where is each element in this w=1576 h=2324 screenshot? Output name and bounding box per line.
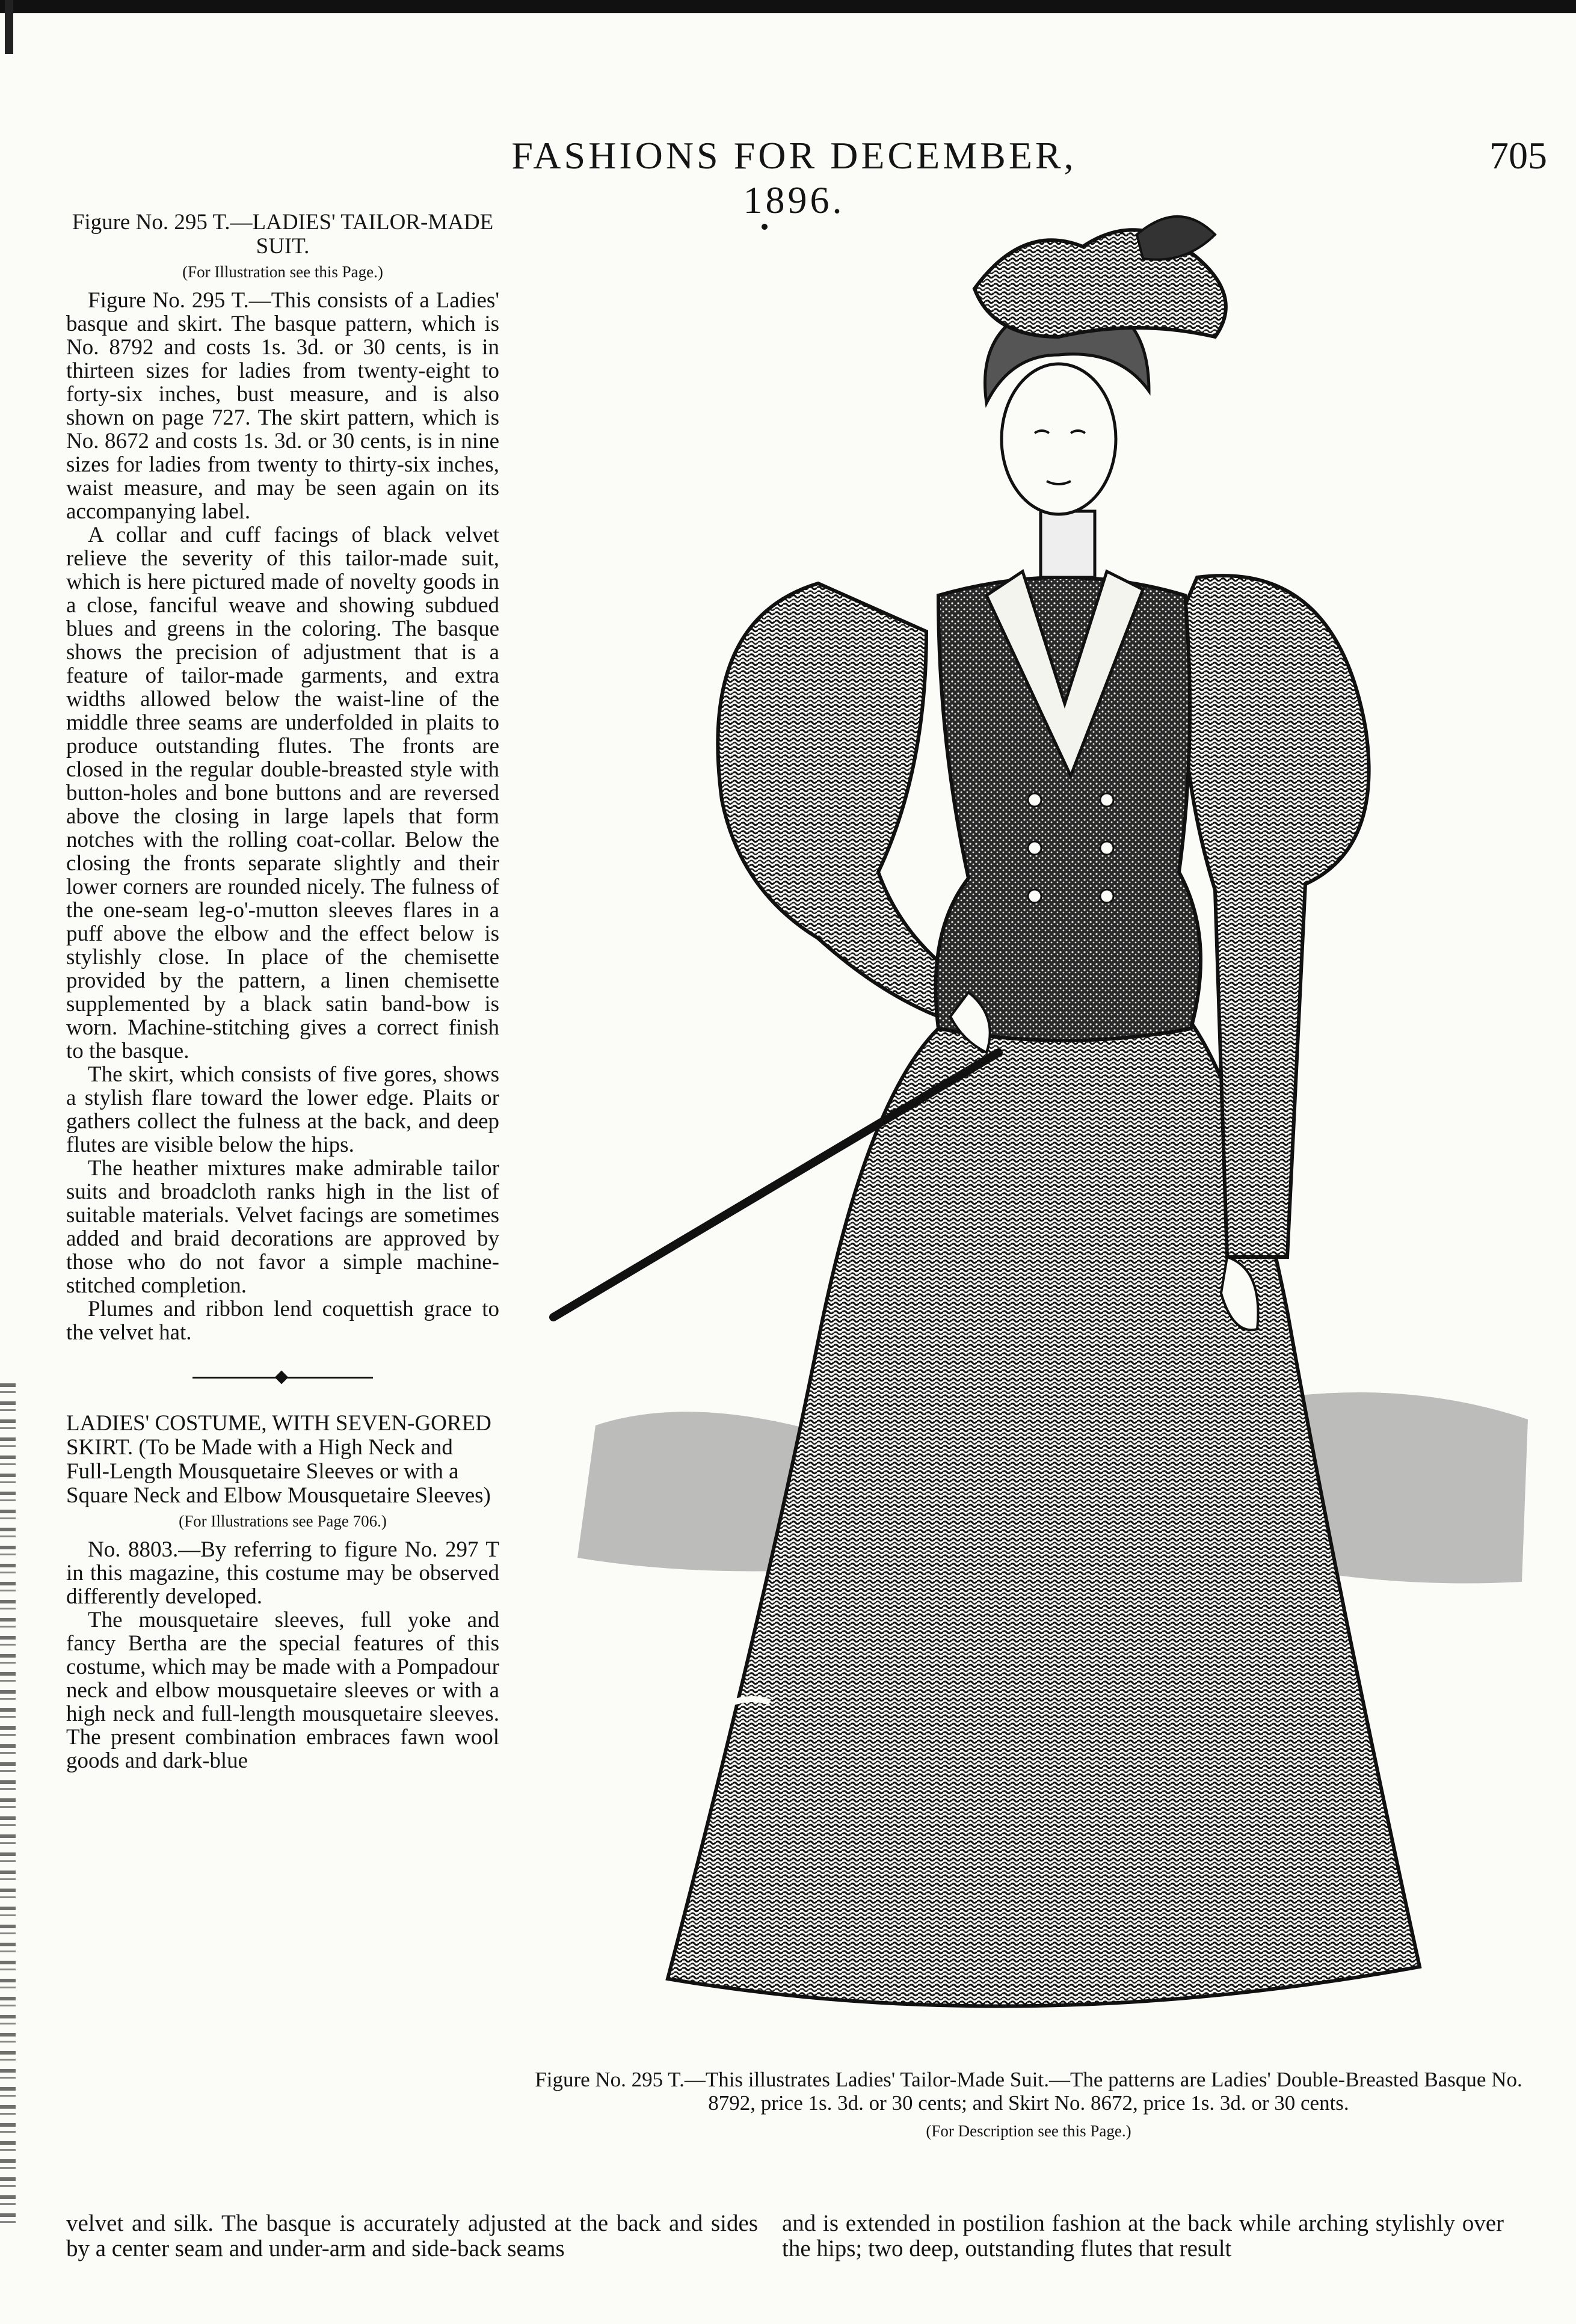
scan-edge (0, 1383, 16, 2225)
basque (936, 577, 1201, 1041)
paragraph: Figure No. 295 T.—This consists of a Ladies' basque and skirt. The basque pattern, which is No. 8792 and costs 1s. 3d. or 30 cents, is in thirteen sizes for ladies from twenty-eight to forty-six inches, bust measure, and is also shown on page 727. The skirt pattern, which is No. 8672 and costs 1s. 3d. or 30 cents, is in nine sizes for ladies from twenty to thirty-six inches, waist measure, and may be seen again on its accompanying label. (66, 288, 499, 524)
high-collar (1041, 511, 1095, 577)
paragraph: Plumes and ribbon lend coquettish grace to the velvet hat. (66, 1297, 499, 1345)
skirt (668, 1022, 1420, 2006)
paragraph: No. 8803.—By referring to figure No. 297 T in this magazine, this costume may be observed differently developed. (66, 1537, 499, 1609)
ribbon-bow (1137, 217, 1215, 260)
paragraph: The skirt, which consists of five gores, shows a stylish flare toward the lower edge. Plaits or gathers collect the fulness at the back, and deep flutes are visible below the hips. (66, 1062, 499, 1157)
costume-reference: (For Illustrations see Page 706.) (179, 1512, 387, 1530)
fashion-illustration (505, 198, 1552, 2075)
paragraph: The heather mixtures make admirable tailor suits and broadcloth ranks high in the list of suitable materials. Velvet facings are sometimes added and braid decorations are approved by those who do not favor a simple machine-stitched completion. (66, 1156, 499, 1298)
costume-heading: LADIES' COSTUME, WITH SEVEN-GORED SKIRT. (To be Made with a High Neck and Full-Length Mousquetaire Sleeves or with a Square Neck and Elbow Mousquetaire Sleeves) (66, 1411, 491, 1508)
figure-caption (529, 2068, 1528, 2143)
paragraph: The mousquetaire sleeves, full yoke and fancy Bertha are the special features of this costume, which may be made with a Pompadour neck and elbow mousquetaire sleeves or with a high neck and full-length mousquetaire sleeves. The present combination embraces fawn wool goods and dark-blue (66, 1608, 499, 1773)
caption-text: Figure No. 295 T.—This illustrates Ladies' Tailor-Made Suit.—The patterns are Ladies' Double-Breasted Basque No. 8792, price 1s. 3d. or 30 cents; and Skirt No. 8672, price 1s. 3d. or 30 cents. (535, 2068, 1522, 2115)
caption-reference: (For Description see this Page.) (926, 2122, 1131, 2140)
ink-smudge (734, 1699, 770, 1702)
paragraph: A collar and cuff facings of black velvet relieve the severity of this tailor-made suit, which is here pictured made of novelty goods in a close, fanciful weave and showing subdued blues and greens in the coloring. The basque shows the precision of adjustment that is a feature of tailor-made garments, and extra widths allowed below the waist-line of the middle three seams are underfolded in plaits to produce outstanding flutes. The fronts are closed in the regular double-breasted style with button-holes and bone buttons and are reversed above the closing in large lapels that form notches with the rolling coat-collar. Below the closing the fronts separate slightly and their lower corners are rounded nicely. The fulness of the one-seam leg-o'-mutton sleeves flares in a puff above the elbow and the effect below is stylishly close. In place of the chemisette provided by the pattern, a linen chemisette supplemented by a black satin band-bow is worn. Machine-stitching gives a correct finish to the basque. (66, 523, 499, 1063)
figure-heading: Figure No. 295 T.—LADIES' TAILOR-MADE SUIT. (72, 210, 494, 259)
bottom-text-right: and is extended in postilion fashion at the back while arching stylishly over the hips; two deep, outstanding flutes that result (782, 2210, 1504, 2261)
bottom-text-left: velvet and silk. The basque is accurately adjusted at the back and sides by a center seam and under-arm and side-back seams (66, 2210, 758, 2261)
left-column (66, 211, 499, 1772)
section-divider (192, 1376, 373, 1379)
page-top-edge (0, 0, 1576, 13)
figure-reference: (For Illustration see this Page.) (182, 263, 383, 281)
face (1002, 364, 1116, 514)
page-header: FASHIONS FOR DECEMBER, 1896. (511, 134, 1077, 221)
page-number: 705 (1489, 134, 1547, 177)
scan-mark (5, 0, 13, 54)
left-sleeve (718, 583, 962, 1016)
